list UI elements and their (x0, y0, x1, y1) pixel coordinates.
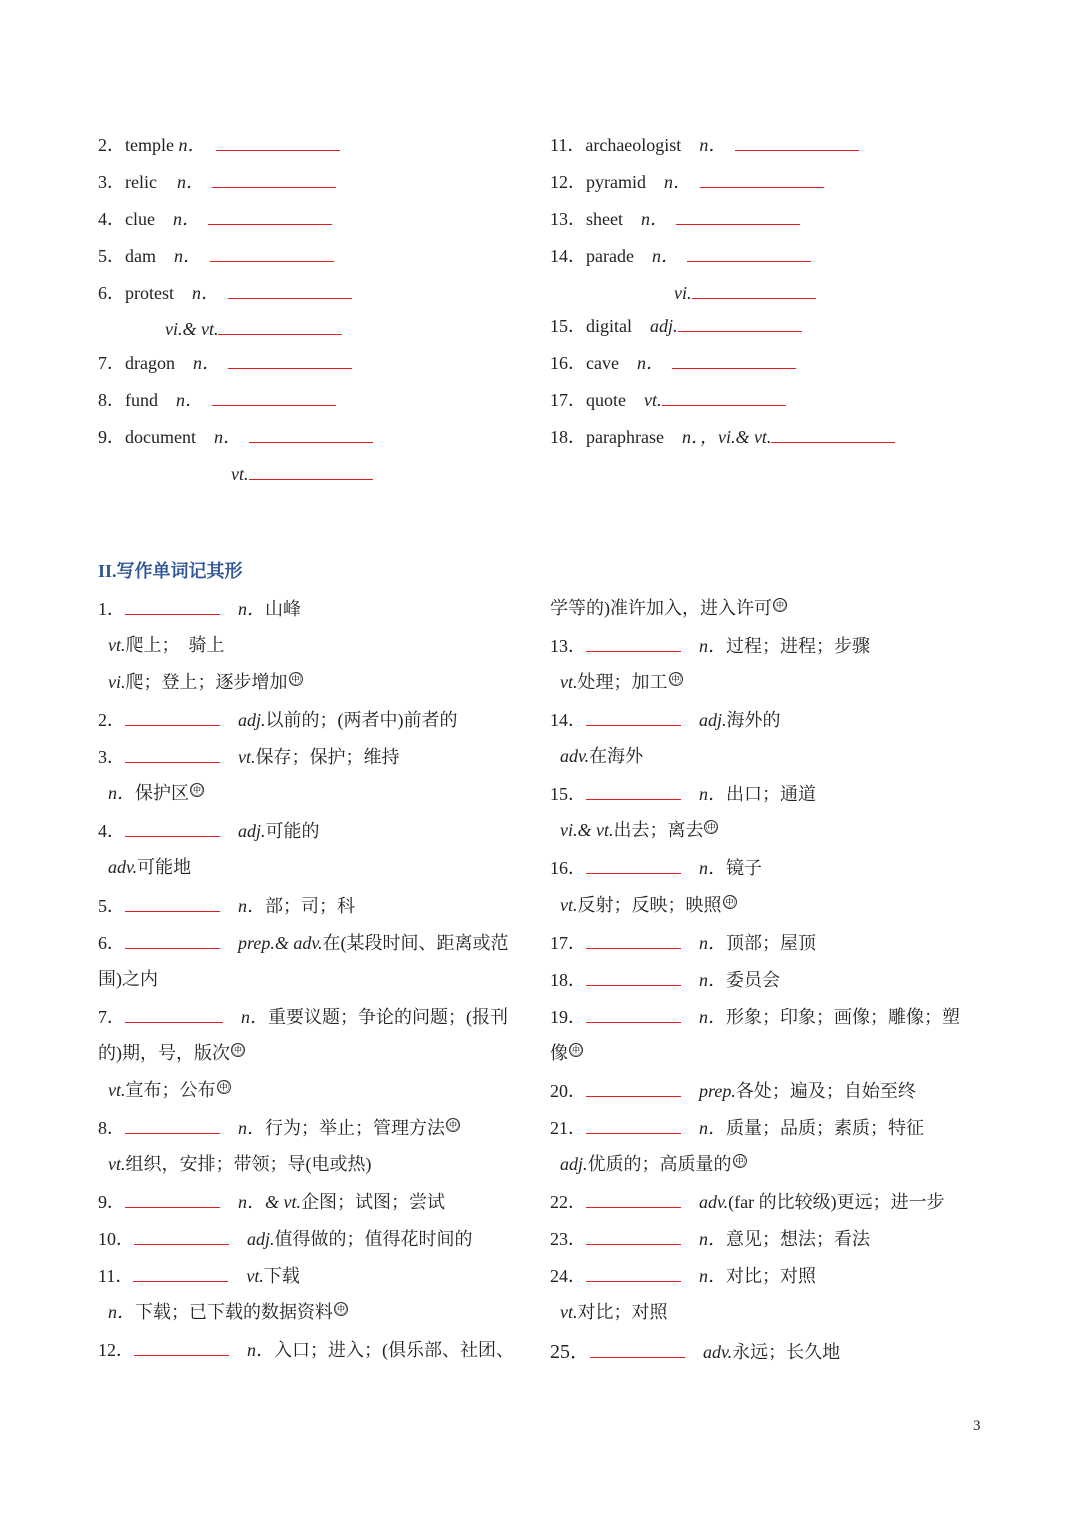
writing-item: 24． n．对比；对照 (550, 1263, 816, 1288)
writing-item-continuation: 像 ㊥ (550, 1043, 583, 1063)
vocab-item: 15．digital adj. (550, 313, 802, 338)
answer-blank[interactable] (125, 1189, 220, 1208)
writing-item: 10． adj.值得做的；值得花时间的 (98, 1226, 473, 1251)
writing-item: 2． adj.以前的；(两者中)前者的 (98, 707, 458, 732)
writing-item: 14． adj.海外的 (550, 707, 781, 732)
writing-item: 20． prep.各处；遍及；自始至终 (550, 1078, 916, 1103)
answer-blank[interactable] (249, 424, 373, 443)
answer-blank[interactable] (210, 243, 334, 262)
answer-blank[interactable] (125, 1115, 220, 1134)
writing-item: 13． n．过程；进程；步骤 (550, 633, 870, 658)
writing-item-continuation: 围)之内 (98, 969, 158, 989)
answer-blank[interactable] (216, 132, 340, 151)
writing-item-continuation: vt.爬上； 骑上 (108, 635, 225, 655)
vocab-item: 7．dragon n． (98, 350, 352, 375)
answer-blank[interactable] (586, 633, 681, 652)
vocab-item-continuation: vi. (674, 280, 816, 305)
writing-item-continuation: vt.对比；对照 (560, 1302, 668, 1322)
writing-item: 6． prep.& adv.在(某段时间、距离或范 (98, 930, 508, 955)
answer-blank[interactable] (125, 1004, 223, 1023)
vocab-item: 3．relic n． (98, 169, 336, 194)
answer-blank[interactable] (586, 1226, 681, 1245)
writing-item: 7． n．重要议题；争论的问题；(报刊 (98, 1004, 508, 1029)
writing-item-continuation: 的)期，号，版次 ㊥ (98, 1043, 245, 1063)
writing-item: 4． adj.可能的 (98, 818, 320, 843)
writing-item: 12． n．入口；进入；(俱乐部、社团、 (98, 1337, 514, 1362)
writing-item-continuation: vi.& vt.出去；离去 ㊥ (560, 820, 718, 840)
writing-item-continuation: n．保护区 ㊥ (108, 783, 204, 803)
answer-blank[interactable] (125, 707, 220, 726)
answer-blank[interactable] (125, 893, 220, 912)
vocab-item-continuation: vt. (231, 461, 373, 486)
writing-item: 8． n．行为；举止；管理方法 ㊥ (98, 1115, 460, 1140)
answer-blank[interactable] (771, 424, 895, 443)
answer-blank[interactable] (692, 280, 816, 299)
answer-blank[interactable] (687, 243, 811, 262)
writing-item-continuation: adv.可能地 (108, 857, 192, 877)
answer-blank[interactable] (586, 1263, 681, 1282)
core-mark-icon: ㊥ (447, 1118, 460, 1132)
vocab-item-continuation: vi.& vt. (165, 316, 342, 341)
answer-blank[interactable] (676, 206, 800, 225)
vocab-item: 11．archaeologist n． (550, 132, 859, 157)
core-mark-icon: ㊥ (723, 895, 736, 909)
answer-blank[interactable] (586, 781, 681, 800)
writing-item-continuation: 学等的)准许加入，进入许可 ㊥ (550, 598, 787, 618)
writing-item-continuation: vt.反射；反映；映照 ㊥ (560, 895, 736, 915)
answer-blank[interactable] (586, 1004, 681, 1023)
writing-item: 22． adv.(far 的比较级)更远；进一步 (550, 1189, 945, 1214)
writing-item: 16． n．镜子 (550, 855, 762, 880)
answer-blank[interactable] (208, 206, 332, 225)
writing-item: 15． n．出口；通道 (550, 781, 816, 806)
answer-blank[interactable] (212, 169, 336, 188)
answer-blank[interactable] (134, 1337, 229, 1356)
writing-item: 5． n．部；司；科 (98, 893, 355, 918)
answer-blank[interactable] (212, 387, 336, 406)
answer-blank[interactable] (586, 855, 681, 874)
answer-blank[interactable] (125, 596, 220, 615)
writing-item: 25． adv.永远；长久地 (550, 1341, 841, 1363)
vocab-item: 2．temple n． (98, 132, 340, 157)
writing-item: 21． n．质量；品质；素质；特征 (550, 1115, 924, 1140)
core-mark-icon: ㊥ (669, 672, 682, 686)
answer-blank[interactable] (586, 1115, 681, 1134)
writing-item: 18． n．委员会 (550, 967, 780, 992)
core-mark-icon: ㊥ (191, 783, 204, 797)
writing-item-continuation: vt.组织，安排；带领；导(电或热) (108, 1154, 372, 1174)
page-number: 3 (973, 1418, 981, 1434)
answer-blank[interactable] (700, 169, 824, 188)
answer-blank[interactable] (586, 1078, 681, 1097)
answer-blank[interactable] (586, 1189, 681, 1208)
answer-blank[interactable] (735, 132, 859, 151)
answer-blank[interactable] (586, 930, 681, 949)
vocab-item: 8．fund n． (98, 387, 336, 412)
answer-blank[interactable] (125, 744, 220, 763)
answer-blank[interactable] (228, 350, 352, 369)
writing-item: 19． n．形象；印象；画像；雕像；塑 (550, 1004, 960, 1029)
writing-item: 11． vt.下载 (98, 1263, 300, 1288)
core-mark-icon: ㊥ (232, 1043, 245, 1057)
section-title: II.写作单词记其形 (98, 561, 243, 581)
writing-item-continuation: vt.处理；加工 ㊥ (560, 672, 682, 692)
answer-blank[interactable] (672, 350, 796, 369)
vocab-item: 14．parade n． (550, 243, 811, 268)
writing-item: 23． n．意见；想法；看法 (550, 1226, 870, 1251)
core-mark-icon: ㊥ (705, 820, 718, 834)
answer-blank[interactable] (228, 280, 352, 299)
writing-item: 1． n．山峰 (98, 596, 301, 621)
vocab-item: 9．document n． (98, 424, 373, 449)
answer-blank[interactable] (586, 707, 681, 726)
core-mark-icon: ㊥ (217, 1080, 230, 1094)
vocab-item: 5．dam n． (98, 243, 334, 268)
vocab-item: 6．protest n． (98, 280, 352, 305)
answer-blank[interactable] (590, 1339, 685, 1358)
vocab-item: 13．sheet n． (550, 206, 800, 231)
vocab-item: 16．cave n． (550, 350, 796, 375)
answer-blank[interactable] (134, 1226, 229, 1245)
writing-item-continuation: adj.优质的；高质量的 ㊥ (560, 1154, 746, 1174)
answer-blank[interactable] (662, 387, 786, 406)
answer-blank[interactable] (218, 316, 342, 335)
answer-blank[interactable] (678, 313, 802, 332)
core-mark-icon: ㊥ (774, 598, 787, 612)
answer-blank[interactable] (249, 461, 373, 480)
answer-blank[interactable] (586, 967, 681, 986)
answer-blank[interactable] (125, 818, 220, 837)
writing-item-continuation: adv.在海外 (560, 746, 644, 766)
vocab-item: 18．paraphrase n．，vi.& vt. (550, 424, 895, 449)
writing-item: 17． n．顶部；屋顶 (550, 930, 816, 955)
core-mark-icon: ㊥ (570, 1043, 583, 1057)
writing-item-continuation: n．下载；已下载的数据资料 ㊥ (108, 1302, 348, 1322)
core-mark-icon: ㊥ (733, 1154, 746, 1168)
answer-blank[interactable] (133, 1263, 228, 1282)
core-mark-icon: ㊥ (335, 1302, 348, 1316)
answer-blank[interactable] (125, 930, 220, 949)
core-mark-icon: ㊥ (289, 672, 302, 686)
writing-item-continuation: vi.爬；登上；逐步增加 ㊥ (108, 672, 302, 692)
vocab-item: 17．quote vt. (550, 387, 786, 412)
writing-item-continuation: vt.宣布；公布 ㊥ (108, 1080, 230, 1100)
writing-item: 3． vt.保存；保护；维持 (98, 744, 400, 769)
vocab-item: 12．pyramid n． (550, 169, 824, 194)
vocab-item: 4．clue n． (98, 206, 332, 231)
writing-item: 9． n．& vt.企图；试图；尝试 (98, 1189, 445, 1214)
